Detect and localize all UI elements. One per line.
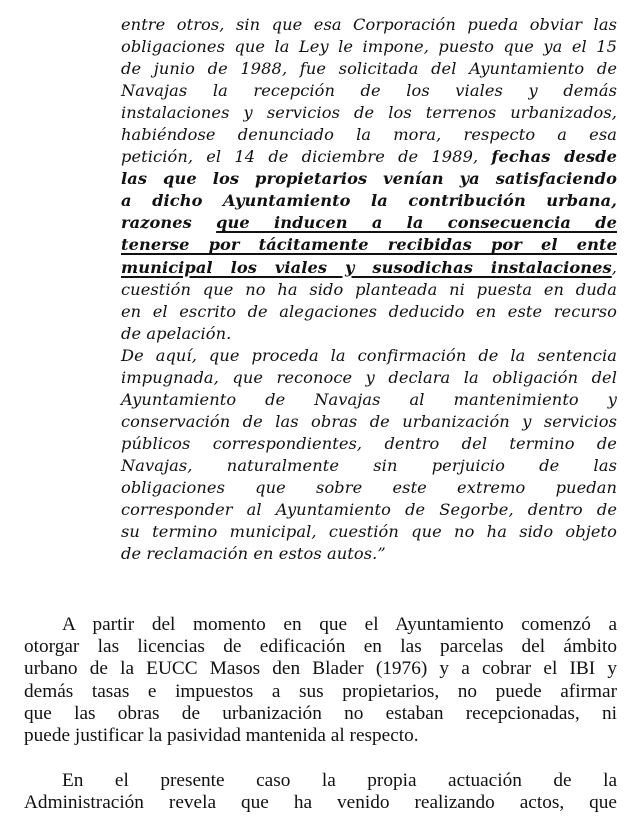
bold-underlined-text [121,235,617,254]
italic-text: Navajas, naturalmente sin perjuicio de las [121,455,617,475]
bold-text: las que los propietarios venían ya satisfaciendo [121,169,617,189]
quote-line [121,345,617,367]
quote-line [121,433,617,455]
quote-line [121,411,617,433]
italic-text: instalaciones y servicios de los terrenos urbanizados, [121,103,617,123]
quote-line [121,234,617,256]
paragraph-presente-caso [24,770,617,814]
quote-line [121,543,617,565]
bold-underlined-text [216,213,617,232]
quote-line [121,124,617,146]
italic-text: corresponder al Ayuntamiento de Segorbe, dentro de [121,500,617,520]
paragraph-line: A partir del momento en que el Ayuntamiento comenzó a [62,614,617,635]
italic-text: petición, el 14 de diciembre de 1989, [121,147,492,167]
paragraph-line: demás tasas e impuestos a sus propietarios, no puede afirmar [24,680,617,702]
quote-line [121,389,617,411]
italic-text: entre otros, sin que esa Corporación pueda obviar las [121,15,617,34]
italic-text: en el escrito de alegaciones deducido en este recurso [121,301,617,321]
italic-text: su termino municipal, cuestión que no ha sido objeto [121,522,617,542]
italic-text: obligaciones que sobre este extremo puedan [121,477,617,497]
italic-text: de junio de 1988, fue solicitada del Ayuntamiento de [121,59,617,79]
quote-line [121,146,617,168]
quote-line [121,257,617,279]
paragraph-line: otorgar las licencias de edificación en las parcelas del ámbito [24,636,617,658]
paragraph-line: Administración revela que ha venido realizando actos, que [24,792,617,814]
quote-line [121,168,617,190]
quote-line [121,190,617,212]
quote-line [121,80,617,102]
quote-line [121,279,617,301]
quote-line [121,58,617,80]
italic-text: impugnada, que reconoce y declara la obligación del [121,367,617,387]
quote-line [121,102,617,124]
paragraph-line: En el presente caso la propia actuación de la [62,770,617,791]
italic-text: habiéndose denunciado la mora, respecto a esa [121,125,617,145]
underline: municipal los viales y susodichas instalaciones [121,257,612,277]
italic-text: de apelación. [121,323,232,343]
italic-text: De aquí, que proceda la confirmación de la sentencia [121,345,617,365]
italic-text: de reclamación en estos autos.” [121,544,386,564]
paragraph-line: urbano de la EUCC Masos den Blader (1976) y a cobrar el IBI y [24,658,617,680]
paragraph-line: puede justificar la pasividad mantenida al respecto. [24,724,419,746]
bold-text: razones [121,213,217,233]
italic-text: públicos correspondientes, dentro del termino de [121,433,617,453]
bold-text: fechas desde [491,147,617,167]
quote-line [121,367,617,389]
quote-line [121,323,617,345]
paragraph-line: que las obras de urbanización no estaban recepcionadas, ni [24,702,617,724]
quote-line [121,36,617,58]
quote-line [121,14,617,36]
italic-text: Ayuntamiento de Navajas al mantenimiento y [121,389,617,409]
italic-text: , [611,257,617,277]
italic-text: cuestión que no ha sido planteada ni puesta en duda [121,279,617,299]
bold-text: a dicho Ayuntamiento la contribución urbana, [121,191,617,211]
italic-text: obligaciones que la Ley le impone, puesto que ya el 15 [121,37,617,57]
quoted-judgment-excerpt [121,14,617,565]
italic-text: Navajas la recepción de los viales y demás [121,81,617,101]
paragraph-licencias [24,614,617,747]
bold-underlined-text [121,258,612,277]
quote-line [121,212,617,234]
italic-text: conservación de las obras de urbanización y servicios [121,411,617,431]
quote-line [121,499,617,521]
quote-line [121,521,617,543]
underline: que inducen a la consecuencia de [216,213,617,233]
quote-line [121,477,617,499]
quote-line [121,455,617,477]
quote-line [121,301,617,323]
underline: tenerse por tácitamente recibidas por el ente [121,235,617,255]
